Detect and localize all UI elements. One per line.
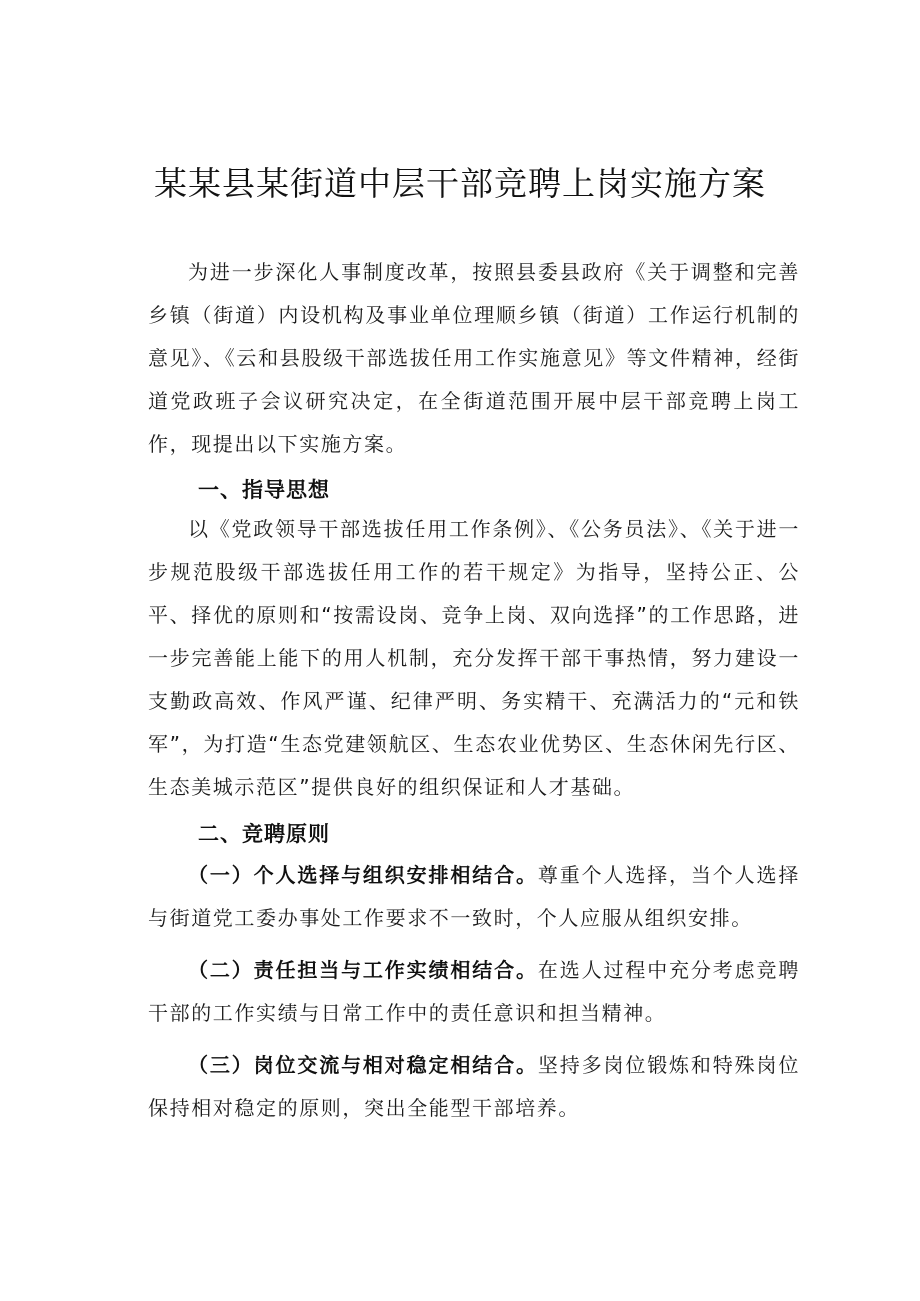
guiding-ideology-paragraph: 以《党政领导干部选拔任用工作条例》、《公务员法》、《关于进一步规范股级干部选拔任用工作的若干规定》为指导，坚持公正、公平、择优的原则和“按需设岗、竞争上岗、双向选择”的工作思路，进一步完善能上能下的用人机制，充分发挥干部干事热情，努力建设一支勤政高效、作风严谨、纪律严明、务实精干、充满活力的“元和铁军”，为打造“生态党建领航区、生态农业优势区、生态休闲先行区、生态美城示范区”提供良好的组织保证和人才基础。 <box>148 517 800 799</box>
section-heading-principles: 二、竞聘原则 <box>198 822 330 846</box>
principle-item-3 <box>148 1044 800 1130</box>
principle-text-2: 在选人过程中充分考虑竞聘干部的工作实绩与日常工作中的责任意识和担当精神。 <box>148 958 800 1025</box>
intro-paragraph: 为进一步深化人事制度改革，按照县委县政府《关于调整和完善乡镇（街道）内设机构及事业单位理顺乡镇（街道）工作运行机制的意见》、《云和县股级干部选拔任用工作实施意见》等文件精神，经街道党政班子会议研究决定，在全街道范围开展中层干部竞聘上岗工作，现提出以下实施方案。 <box>148 260 800 456</box>
principle-item-1 <box>148 854 800 940</box>
principle-item-2 <box>148 949 800 1035</box>
principle-lead-3: （三）岗位交流与相对稳定相结合。 <box>188 1053 538 1077</box>
principle-text-1: 尊重个人选择，当个人选择与街道党工委办事处工作要求不一致时，个人应服从组织安排。 <box>148 863 800 930</box>
principle-text-3: 坚持多岗位锻炼和特殊岗位保持相对稳定的原则，突出全能型干部培养。 <box>148 1053 800 1120</box>
principle-lead-2: （二）责任担当与工作实绩相结合。 <box>188 958 538 982</box>
document-title: 某某县某街道中层干部竞聘上岗实施方案 <box>154 164 766 203</box>
section-heading-guiding-ideology: 一、指导思想 <box>198 478 330 502</box>
principle-lead-1: （一）个人选择与组织安排相结合。 <box>188 863 538 887</box>
